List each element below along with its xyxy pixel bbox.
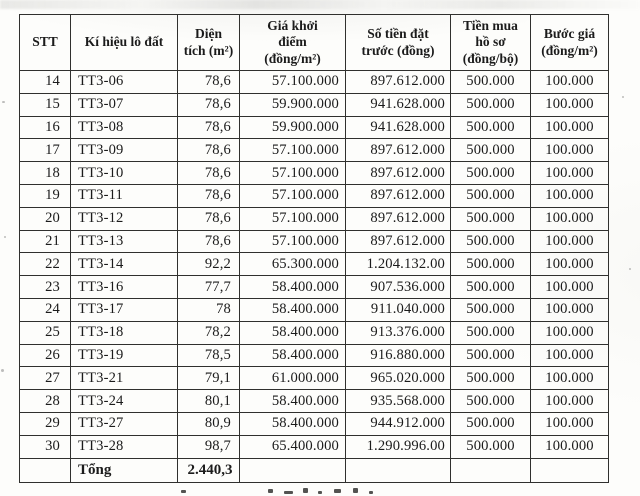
cell-price: 57.100.000	[240, 207, 346, 230]
cell-step: 100.000	[531, 276, 609, 299]
cell-code: TT3-18	[71, 321, 178, 344]
cell-fee: 500.000	[451, 253, 531, 276]
cell-stt: 19	[20, 184, 71, 207]
column-header-line: Diện	[195, 26, 222, 42]
cell-area: 77,7	[178, 276, 240, 299]
column-header-line: Tiền mua	[463, 17, 518, 33]
cell-step: 100.000	[531, 390, 609, 413]
cell-area: 78,6	[178, 184, 240, 207]
cell-step: 100.000	[531, 298, 609, 321]
cell-code: TT3-21	[71, 367, 178, 390]
table-row	[20, 116, 609, 139]
table-row	[20, 253, 609, 276]
header-row	[20, 15, 609, 71]
table-row	[20, 162, 609, 185]
cell-deposit: 916.880.000	[346, 344, 451, 367]
cell-fee: 500.000	[451, 230, 531, 253]
column-header-line: điểm	[278, 34, 307, 50]
cell-price: 58.400.000	[240, 298, 346, 321]
cell-stt: 22	[20, 253, 71, 276]
cell-price: 58.400.000	[240, 412, 346, 435]
cell-code: TT3-10	[71, 162, 178, 185]
cell-stt: 21	[20, 230, 71, 253]
cell-fee: 500.000	[451, 367, 531, 390]
cell-stt: 27	[20, 367, 71, 390]
cell-price: 65.300.000	[240, 253, 346, 276]
cell-step: 100.000	[531, 435, 609, 458]
column-header-line: (đồng/m²)	[264, 50, 321, 66]
cell-fee: 500.000	[451, 344, 531, 367]
total-row	[20, 458, 609, 482]
table-row	[20, 298, 609, 321]
table-row	[20, 207, 609, 230]
cell-fee: 500.000	[451, 71, 531, 94]
cell-stt: 14	[20, 71, 71, 94]
land-lot-auction-table	[19, 14, 609, 483]
cell-fee: 500.000	[451, 321, 531, 344]
table-row	[20, 230, 609, 253]
cell-stt: 16	[20, 116, 71, 139]
cell-area: 78,6	[178, 71, 240, 94]
cell-area: 78,2	[178, 321, 240, 344]
table-row	[20, 276, 609, 299]
cell-step: 100.000	[531, 253, 609, 276]
cell-deposit: 897.612.000	[346, 230, 451, 253]
cell-price: 57.100.000	[240, 184, 346, 207]
cell-fee: 500.000	[451, 412, 531, 435]
table-row	[20, 184, 609, 207]
cell-fee: 500.000	[451, 390, 531, 413]
cell-code: TT3-17	[71, 298, 178, 321]
cell-area: 78,6	[178, 162, 240, 185]
cell-price: 58.400.000	[240, 344, 346, 367]
cell-code: TT3-24	[71, 390, 178, 413]
cell-area: 92,2	[178, 253, 240, 276]
cell-step: 100.000	[531, 207, 609, 230]
col-header-area	[178, 15, 240, 71]
cell-step: 100.000	[531, 184, 609, 207]
cell-price: 59.900.000	[240, 116, 346, 139]
cell-code: TT3-19	[71, 344, 178, 367]
cell-deposit: 944.912.000	[346, 412, 451, 435]
cell-deposit: 897.612.000	[346, 207, 451, 230]
column-header-line: trước (đồng)	[361, 42, 435, 58]
cell-code: TT3-12	[71, 207, 178, 230]
cell-area: 78,6	[178, 230, 240, 253]
cell-step: 100.000	[531, 71, 609, 94]
cell-fee: 500.000	[451, 139, 531, 162]
column-header-line: Bước giá	[543, 26, 596, 42]
cell-code: TT3-28	[71, 435, 178, 458]
col-header-code	[71, 15, 178, 71]
cell-deposit: 1.204.132.00	[346, 253, 451, 276]
cell-fee: 500.000	[451, 162, 531, 185]
scan-speck	[4, 236, 6, 238]
scan-artifact-top	[0, 0, 640, 9]
cell-stt: 25	[20, 321, 71, 344]
cell-stt: 24	[20, 298, 71, 321]
cell-stt: 17	[20, 139, 71, 162]
cell-price: 58.400.000	[240, 321, 346, 344]
col-header-step	[531, 15, 609, 71]
total-label: Tổng	[71, 458, 178, 482]
column-header-line: Số tiền đặt	[367, 26, 429, 42]
cell-area: 78,6	[178, 207, 240, 230]
cell-step: 100.000	[531, 412, 609, 435]
cell-deposit: 897.612.000	[346, 71, 451, 94]
cell-code: TT3-09	[71, 139, 178, 162]
column-header-line: (đồng/m²)	[541, 42, 598, 58]
cell-price: 61.000.000	[240, 367, 346, 390]
cell-total-empty-deposit	[346, 458, 451, 482]
cell-stt: 18	[20, 162, 71, 185]
table-row	[20, 344, 609, 367]
table-body	[20, 71, 609, 459]
total-area-value: 2.440,3	[178, 458, 240, 482]
col-header-deposit	[346, 15, 451, 71]
cell-area: 79,1	[178, 367, 240, 390]
cell-code: TT3-14	[71, 253, 178, 276]
cell-step: 100.000	[531, 162, 609, 185]
cell-deposit: 897.612.000	[346, 139, 451, 162]
table-header	[20, 15, 609, 71]
cell-fee: 500.000	[451, 435, 531, 458]
cell-code: TT3-11	[71, 184, 178, 207]
cell-deposit: 965.020.000	[346, 367, 451, 390]
cell-step: 100.000	[531, 139, 609, 162]
cell-area: 78	[178, 298, 240, 321]
cell-deposit: 941.628.000	[346, 93, 451, 116]
cell-stt: 23	[20, 276, 71, 299]
cell-step: 100.000	[531, 230, 609, 253]
cell-total-empty-stt	[20, 458, 71, 482]
cell-deposit: 907.536.000	[346, 276, 451, 299]
table-row	[20, 71, 609, 94]
cell-fee: 500.000	[451, 207, 531, 230]
cell-price: 57.100.000	[240, 162, 346, 185]
table-row	[20, 367, 609, 390]
cell-stt: 29	[20, 412, 71, 435]
cell-fee: 500.000	[451, 93, 531, 116]
cell-deposit: 1.290.996.00	[346, 435, 451, 458]
cell-stt: 15	[20, 93, 71, 116]
cell-code: TT3-07	[71, 93, 178, 116]
scan-speck	[1, 369, 4, 372]
table-row	[20, 93, 609, 116]
col-header-fee	[451, 15, 531, 71]
cell-code: TT3-08	[71, 116, 178, 139]
cell-step: 100.000	[531, 367, 609, 390]
table-row	[20, 435, 609, 458]
column-header-line: tích (m²)	[183, 42, 234, 58]
cell-total-empty-price	[240, 458, 346, 482]
cell-step: 100.000	[531, 321, 609, 344]
table-row	[20, 390, 609, 413]
cell-price: 59.900.000	[240, 93, 346, 116]
cell-price: 58.400.000	[240, 390, 346, 413]
cell-deposit: 941.628.000	[346, 116, 451, 139]
cell-area: 78,6	[178, 93, 240, 116]
scan-speck	[622, 96, 624, 98]
cell-code: TT3-27	[71, 412, 178, 435]
cell-area: 80,1	[178, 390, 240, 413]
cell-fee: 500.000	[451, 116, 531, 139]
cell-step: 100.000	[531, 93, 609, 116]
cell-stt: 26	[20, 344, 71, 367]
table-footer	[20, 458, 609, 482]
cell-area: 78,6	[178, 139, 240, 162]
cell-fee: 500.000	[451, 184, 531, 207]
cell-deposit: 913.376.000	[346, 321, 451, 344]
column-header-line: Giá khởi	[267, 17, 318, 33]
scan-speck	[2, 101, 5, 103]
cell-stt: 28	[20, 390, 71, 413]
cell-deposit: 935.568.000	[346, 390, 451, 413]
cell-price: 65.400.000	[240, 435, 346, 458]
cell-stt: 30	[20, 435, 71, 458]
cell-fee: 500.000	[451, 276, 531, 299]
column-header-line: STT	[32, 34, 58, 50]
cell-deposit: 897.612.000	[346, 162, 451, 185]
column-header-line: Kí hiệu lô đất	[84, 34, 164, 50]
column-header-line: (đồng/bộ)	[462, 50, 519, 66]
cell-price: 57.100.000	[240, 71, 346, 94]
cell-area: 78,5	[178, 344, 240, 367]
cell-area: 78,6	[178, 116, 240, 139]
cell-deposit: 897.612.000	[346, 184, 451, 207]
cell-code: TT3-06	[71, 71, 178, 94]
column-header-line: hồ sơ	[475, 34, 506, 50]
scan-speck	[629, 268, 631, 270]
cell-total-empty-step	[531, 458, 609, 482]
col-header-price	[240, 15, 346, 71]
cell-price: 57.100.000	[240, 230, 346, 253]
cell-code: TT3-16	[71, 276, 178, 299]
cell-price: 58.400.000	[240, 276, 346, 299]
col-header-stt	[20, 15, 71, 71]
cell-step: 100.000	[531, 116, 609, 139]
cell-fee: 500.000	[451, 298, 531, 321]
cell-stt: 20	[20, 207, 71, 230]
cell-price: 57.100.000	[240, 139, 346, 162]
cell-code: TT3-13	[71, 230, 178, 253]
cell-area: 98,7	[178, 435, 240, 458]
cell-step: 100.000	[531, 344, 609, 367]
cell-area: 80,9	[178, 412, 240, 435]
cell-total-empty-fee	[451, 458, 531, 482]
table-row	[20, 139, 609, 162]
table-row	[20, 412, 609, 435]
cell-deposit: 911.040.000	[346, 298, 451, 321]
table-row	[20, 321, 609, 344]
